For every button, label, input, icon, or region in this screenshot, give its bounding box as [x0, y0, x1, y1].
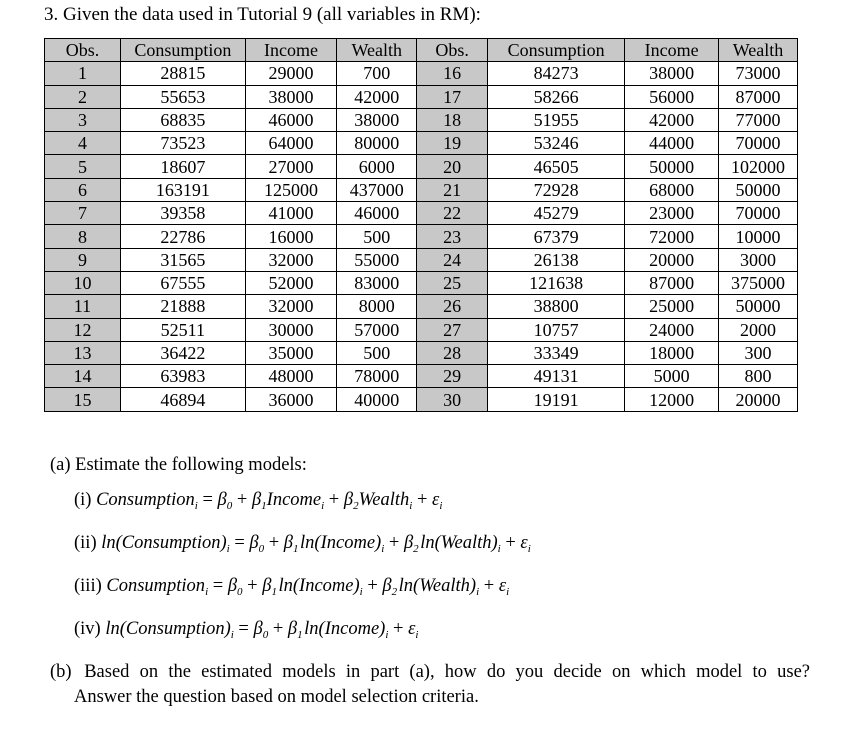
obs-cell: 20 — [417, 155, 488, 178]
obs-cell: 30 — [417, 388, 488, 411]
data-table — [44, 38, 798, 412]
table-row — [45, 178, 798, 201]
model-iv-equation: (iv) $\ln(Consumption)_i = \beta_0 + \beta_1$ $\ln(Income)_i + \varepsilon_i$ — [74, 619, 419, 641]
regressor-2: ln(Wealth) — [398, 576, 477, 596]
model-number: (i) — [74, 490, 92, 510]
regressor-1: Income — [266, 490, 322, 510]
table-cell: 2000 — [718, 318, 797, 341]
table-cell: 163191 — [120, 178, 245, 201]
table-cell: 46894 — [120, 388, 245, 411]
table-cell: 87000 — [625, 271, 719, 294]
table-cell: 700 — [337, 62, 417, 85]
table-cell: 32000 — [245, 295, 337, 318]
column-header: Wealth — [337, 39, 417, 62]
table-body — [45, 62, 798, 411]
table-cell: 50000 — [625, 155, 719, 178]
table-cell: 102000 — [718, 155, 797, 178]
table-cell: 45279 — [488, 202, 625, 225]
table-cell: 10757 — [488, 318, 625, 341]
table-cell: 27000 — [245, 155, 337, 178]
model-number: (iii) — [74, 576, 102, 596]
table-cell: 46000 — [245, 108, 337, 131]
dependent-variable: ln(Consumption) — [105, 619, 231, 639]
column-header: Income — [625, 39, 719, 62]
table-cell: 38800 — [488, 295, 625, 318]
table-cell: 73000 — [718, 62, 797, 85]
table-row — [45, 108, 798, 131]
obs-cell: 17 — [417, 85, 488, 108]
part-b-line-1: Based on the estimated models in part (a), how do you decide on which model to use? — [84, 662, 810, 682]
table-cell: 84273 — [488, 62, 625, 85]
table-cell: 52511 — [120, 318, 245, 341]
table-cell: 10000 — [718, 225, 797, 248]
table-cell: 36000 — [245, 388, 337, 411]
table-row — [45, 271, 798, 294]
table-cell: 70000 — [718, 202, 797, 225]
obs-cell: 11 — [45, 295, 121, 318]
table-cell: 68835 — [120, 108, 245, 131]
table-cell: 87000 — [718, 85, 797, 108]
obs-cell: 19 — [417, 132, 488, 155]
table-row — [45, 388, 798, 411]
part-b-line-2: Answer the question based on model selection criteria. — [74, 687, 479, 707]
table-cell: 38000 — [625, 62, 719, 85]
table-cell: 51955 — [488, 108, 625, 131]
obs-cell: 12 — [45, 318, 121, 341]
table-cell: 25000 — [625, 295, 719, 318]
table-cell: 18607 — [120, 155, 245, 178]
obs-cell: 13 — [45, 341, 121, 364]
model-iii-equation: (iii) Consumption$_i$ = $\beta_0 + \beta_1$ $\ln(Income)_i + \beta_2$ $\ln(Wealth)_i + \varepsilon_i$ — [74, 576, 510, 598]
obs-cell: 14 — [45, 365, 121, 388]
obs-cell: 24 — [417, 248, 488, 271]
column-header: Obs. — [45, 39, 121, 62]
table-cell: 55653 — [120, 85, 245, 108]
obs-cell: 7 — [45, 202, 121, 225]
obs-cell: 3 — [45, 108, 121, 131]
table-cell: 44000 — [625, 132, 719, 155]
table-cell: 33349 — [488, 341, 625, 364]
regressor-1: ln(Income) — [304, 619, 386, 639]
obs-cell: 8 — [45, 225, 121, 248]
column-header: Wealth — [718, 39, 797, 62]
column-header: Income — [245, 39, 337, 62]
table-cell: 18000 — [625, 341, 719, 364]
obs-cell: 9 — [45, 248, 121, 271]
table-cell: 40000 — [337, 388, 417, 411]
table-cell: 30000 — [245, 318, 337, 341]
table-cell: 70000 — [718, 132, 797, 155]
table-cell: 375000 — [718, 271, 797, 294]
obs-cell: 28 — [417, 341, 488, 364]
obs-cell: 6 — [45, 178, 121, 201]
table-row — [45, 295, 798, 318]
table-cell: 36422 — [120, 341, 245, 364]
table-cell: 67555 — [120, 271, 245, 294]
obs-cell: 25 — [417, 271, 488, 294]
table-cell: 16000 — [245, 225, 337, 248]
table-row — [45, 132, 798, 155]
table-cell: 500 — [337, 225, 417, 248]
obs-cell: 29 — [417, 365, 488, 388]
table-cell: 500 — [337, 341, 417, 364]
table-cell: 38000 — [245, 85, 337, 108]
table-cell: 46000 — [337, 202, 417, 225]
obs-cell: 16 — [417, 62, 488, 85]
dependent-variable: Consumption — [106, 576, 206, 596]
column-header: Consumption — [488, 39, 625, 62]
part-b — [50, 660, 810, 710]
table-cell: 73523 — [120, 132, 245, 155]
regressor-1: ln(Income) — [300, 533, 382, 553]
table-cell: 8000 — [337, 295, 417, 318]
table-cell: 78000 — [337, 365, 417, 388]
dependent-variable: ln(Consumption) — [101, 533, 227, 553]
table-row — [45, 365, 798, 388]
table-cell: 41000 — [245, 202, 337, 225]
table-cell: 800 — [718, 365, 797, 388]
table-cell: 57000 — [337, 318, 417, 341]
table-cell: 72000 — [625, 225, 719, 248]
table-cell: 50000 — [718, 178, 797, 201]
obs-cell: 1 — [45, 62, 121, 85]
part-b-label: (b) — [50, 662, 72, 682]
table-row — [45, 225, 798, 248]
table-cell: 68000 — [625, 178, 719, 201]
table-cell: 50000 — [718, 295, 797, 318]
table-cell: 63983 — [120, 365, 245, 388]
table-cell: 28815 — [120, 62, 245, 85]
obs-cell: 4 — [45, 132, 121, 155]
table-cell: 121638 — [488, 271, 625, 294]
table-cell: 31565 — [120, 248, 245, 271]
regressor-1: ln(Income) — [278, 576, 360, 596]
table-cell: 72928 — [488, 178, 625, 201]
table-row — [45, 62, 798, 85]
table-cell: 39358 — [120, 202, 245, 225]
model-ii-equation: (ii) $\ln(Consumption)_i = \beta_0 + \beta_1$ $\ln(Income)_i + \beta_2$ $\ln(Wealth)_i + \varepsilon_i$ — [74, 533, 531, 555]
question-heading: 3. Given the data used in Tutorial 9 (all variables in RM): — [44, 4, 481, 25]
table-cell: 67379 — [488, 225, 625, 248]
obs-cell: 26 — [417, 295, 488, 318]
table-cell: 58266 — [488, 85, 625, 108]
table-cell: 437000 — [337, 178, 417, 201]
dependent-variable: Consumption — [96, 490, 195, 510]
table-cell: 46505 — [488, 155, 625, 178]
table-cell: 12000 — [625, 388, 719, 411]
table-cell: 55000 — [337, 248, 417, 271]
table-cell: 64000 — [245, 132, 337, 155]
obs-cell: 2 — [45, 85, 121, 108]
table-cell: 125000 — [245, 178, 337, 201]
table-cell: 5000 — [625, 365, 719, 388]
table-cell: 42000 — [337, 85, 417, 108]
regressor-2: ln(Wealth) — [420, 533, 498, 553]
table-cell: 20000 — [625, 248, 719, 271]
table-cell: 19191 — [488, 388, 625, 411]
table-cell: 35000 — [245, 341, 337, 364]
table-cell: 21888 — [120, 295, 245, 318]
column-header: Obs. — [417, 39, 488, 62]
column-header: Consumption — [120, 39, 245, 62]
table-cell: 48000 — [245, 365, 337, 388]
obs-cell: 5 — [45, 155, 121, 178]
model-number: (ii) — [74, 533, 97, 553]
table-cell: 20000 — [718, 388, 797, 411]
model-i-equation: (i) Consumption$_i$ = $\beta_0$ + $\beta_1Income_i$ + $\beta_2Wealth_i + \varepsilon_i$ — [74, 490, 443, 512]
table-cell: 53246 — [488, 132, 625, 155]
table-cell: 6000 — [337, 155, 417, 178]
table-row — [45, 341, 798, 364]
model-number: (iv) — [74, 619, 101, 639]
table-cell: 23000 — [625, 202, 719, 225]
table-cell: 22786 — [120, 225, 245, 248]
table-cell: 32000 — [245, 248, 337, 271]
table-cell: 300 — [718, 341, 797, 364]
obs-cell: 18 — [417, 108, 488, 131]
obs-cell: 15 — [45, 388, 121, 411]
table-row — [45, 85, 798, 108]
obs-cell: 23 — [417, 225, 488, 248]
table-cell: 80000 — [337, 132, 417, 155]
table-cell: 49131 — [488, 365, 625, 388]
obs-cell: 21 — [417, 178, 488, 201]
table-row — [45, 202, 798, 225]
table-row — [45, 155, 798, 178]
table-cell: 52000 — [245, 271, 337, 294]
table-cell: 77000 — [718, 108, 797, 131]
table-cell: 38000 — [337, 108, 417, 131]
table-row — [45, 248, 798, 271]
table-cell: 29000 — [245, 62, 337, 85]
table-row — [45, 318, 798, 341]
table-cell: 56000 — [625, 85, 719, 108]
regressor-2: Wealth — [358, 490, 410, 510]
table-cell: 24000 — [625, 318, 719, 341]
obs-cell: 27 — [417, 318, 488, 341]
table-cell: 3000 — [718, 248, 797, 271]
table-cell: 26138 — [488, 248, 625, 271]
part-a-label: (a) Estimate the following models: — [50, 455, 307, 475]
obs-cell: 22 — [417, 202, 488, 225]
table-cell: 83000 — [337, 271, 417, 294]
table-cell: 42000 — [625, 108, 719, 131]
obs-cell: 10 — [45, 271, 121, 294]
table-header-row — [45, 39, 798, 62]
